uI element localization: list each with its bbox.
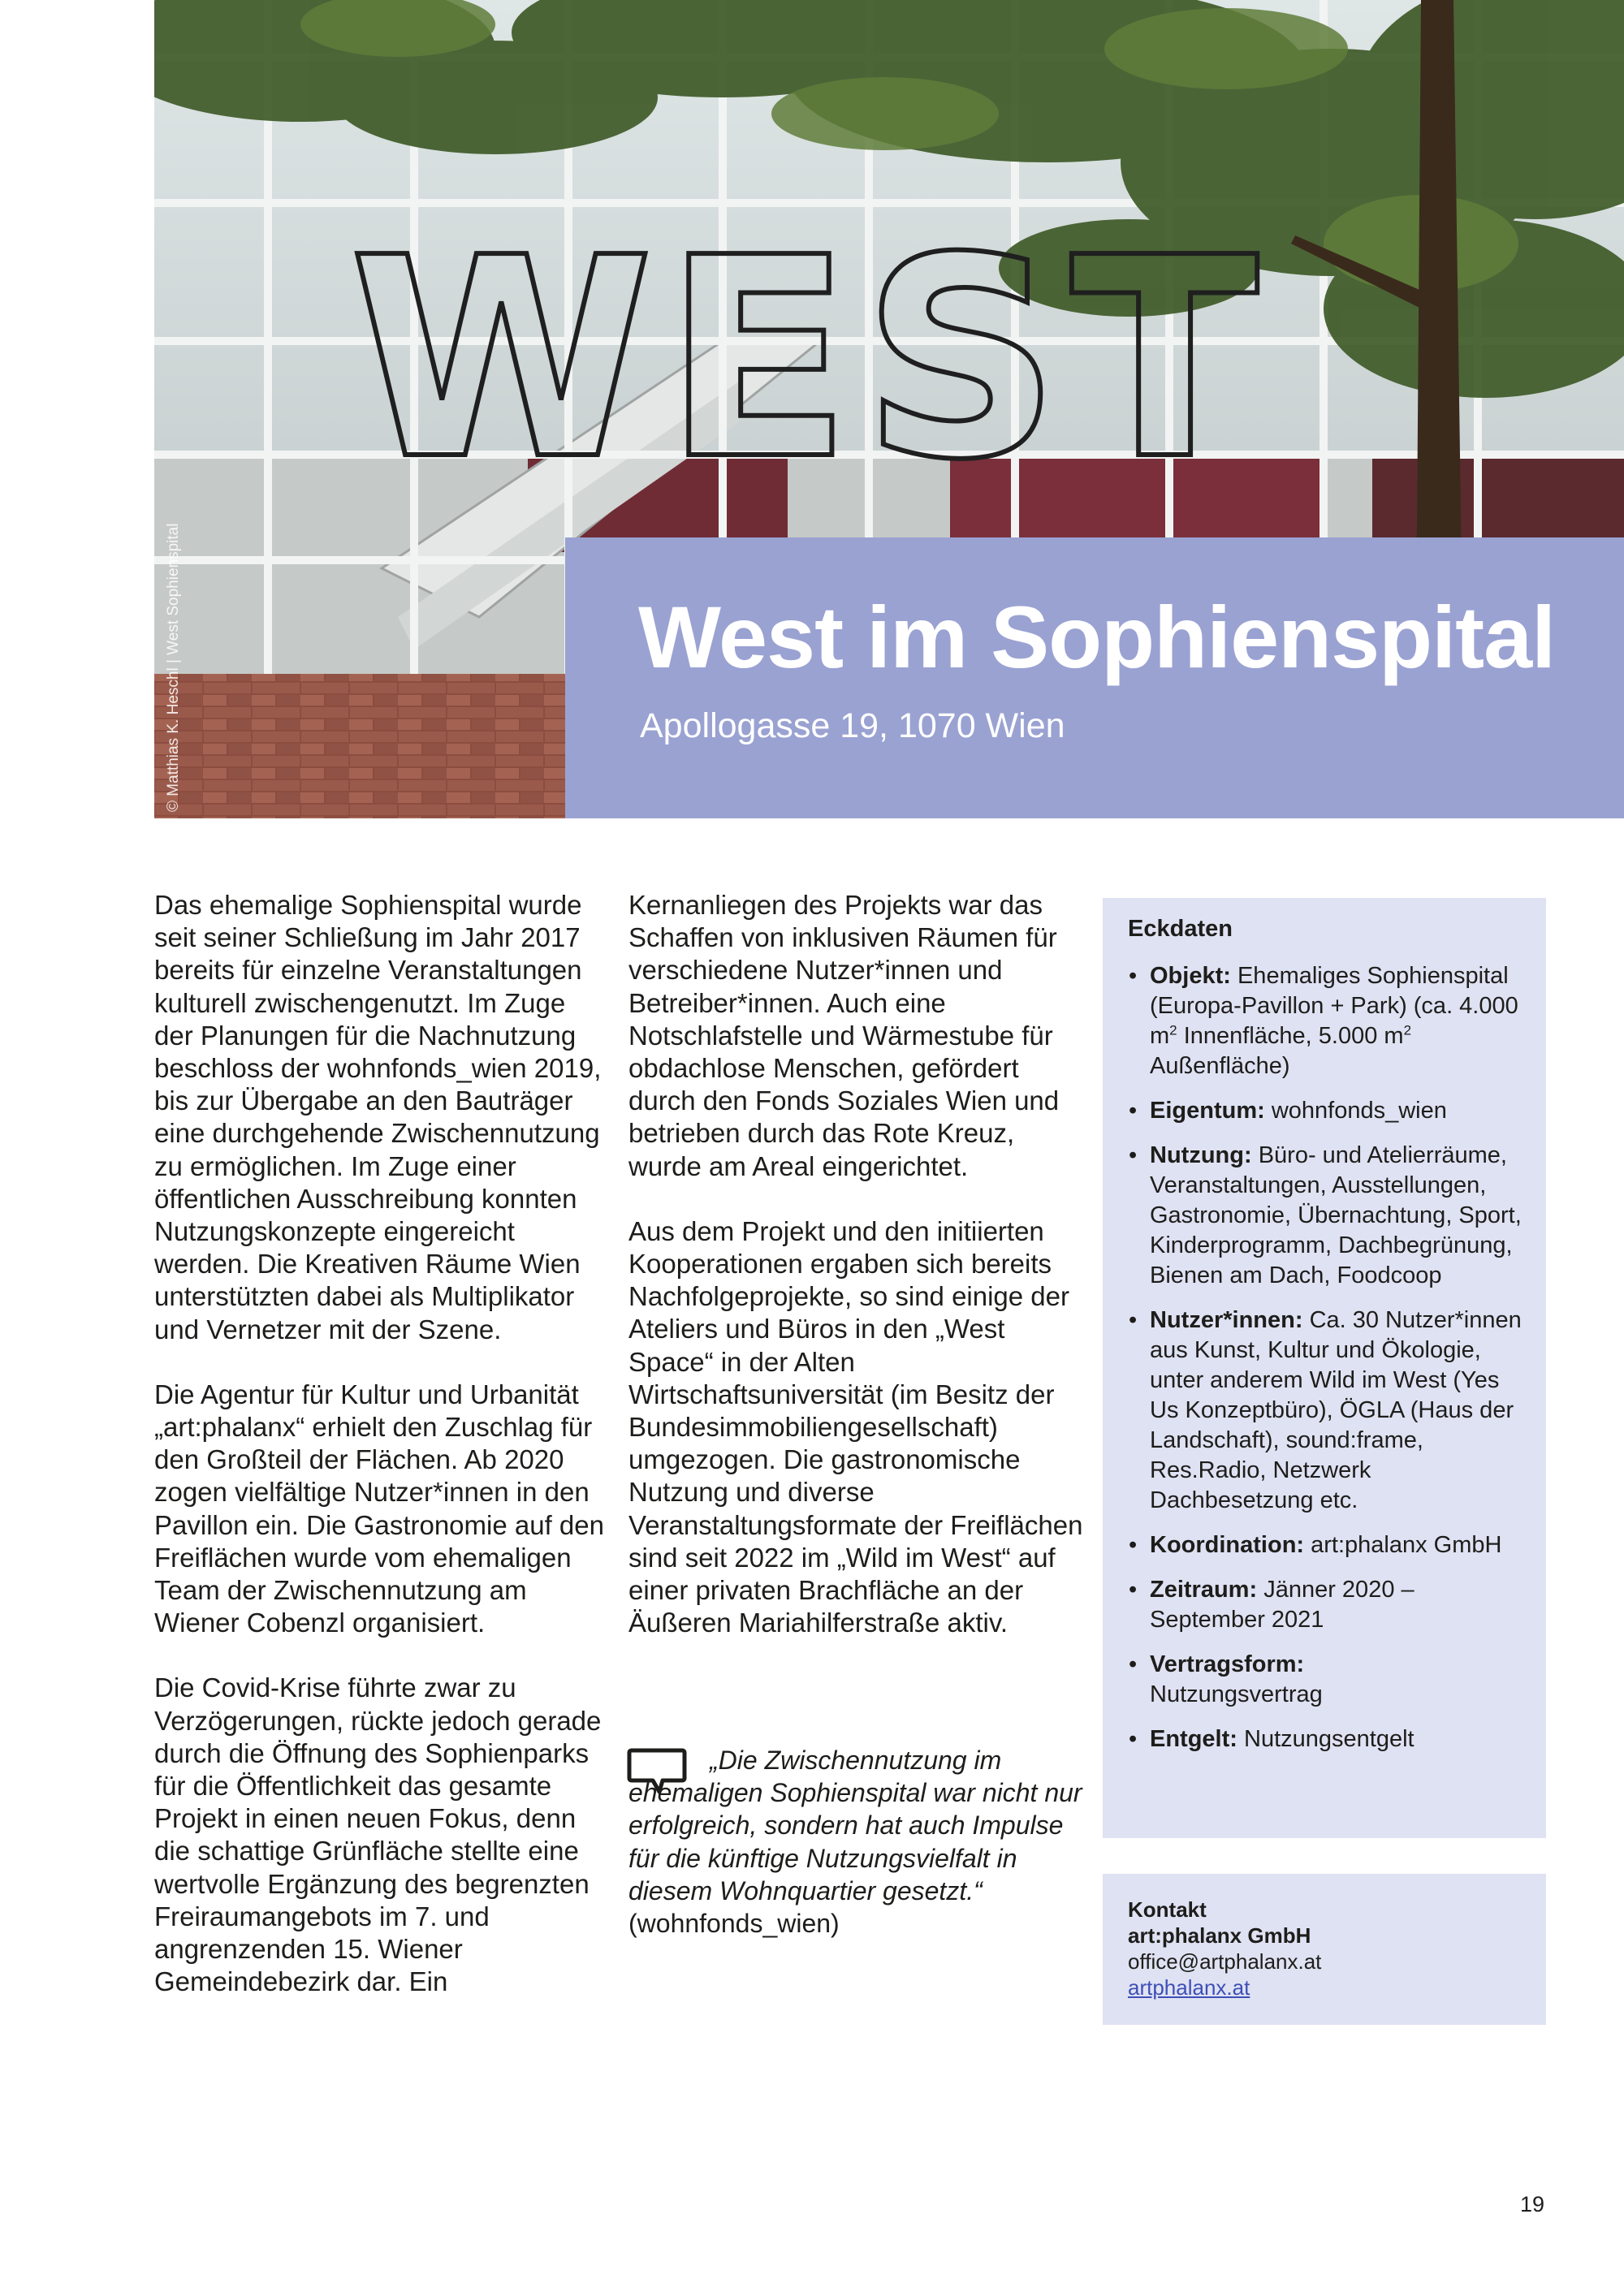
eckdaten-heading: Eckdaten xyxy=(1128,916,1233,942)
list-item xyxy=(1127,1096,1533,1126)
item-label: Vertragsform: xyxy=(1150,1651,1305,1677)
quote-source: (wohnfonds_wien) xyxy=(628,1909,840,1939)
kontakt-company: art:phalanx GmbH xyxy=(1128,1923,1311,1948)
item-label: Nutzer*innen: xyxy=(1150,1307,1303,1333)
paragraph: Die Covid-Krise führte zwar zu Verzögerungen, rückte jedoch gerade durch die Öffnung des Sophienparks für die Öffentlichkeit das gesamte Projekt in einen neuen Fokus, denn die schattige Grünfläche stellte eine wertvolle Ergänzung des begrenzten Freiraumangebots im 7. und angrenzenden 15. Wiener Gemeindebezirk dar. Ein xyxy=(154,1672,602,1997)
item-value: Jänner 2020 – September 2021 xyxy=(1150,1577,1415,1633)
paragraph: Die Agentur für Kultur und Urbanität „art:phalanx“ erhielt den Zuschlag für den Großteil der Flächen. Ab 2020 zogen vielfältige Nutzer*innen in den Pavillon ein. Die Gastronomie auf den Freiflächen wurde vom ehemaligen Team der Zwischennutzung am Wiener Cobenzl organisiert. xyxy=(154,1379,604,1638)
item-value: wohnfonds_wien xyxy=(1271,1098,1447,1124)
superscript: 2 xyxy=(1169,1022,1177,1038)
paragraph: Kernanliegen des Projekts war das Schaffen von inklusiven Räumen für verschiedene Nutzer*innen und Betreiber*innen. Auch eine Notschlafstelle und Wärmestube für obdachlose Menschen, gefördert durch den Fonds Soziales Wien und betrieben durch das Rote Kreuz, wurde am Areal eingerichtet. xyxy=(628,890,1060,1181)
item-value: Außenfläche) xyxy=(1150,1053,1290,1079)
kontakt-box xyxy=(1103,1874,1546,2025)
item-label: Objekt: xyxy=(1150,963,1231,989)
address: Apollogasse 19, 1070 Wien xyxy=(640,706,1065,745)
item-label: Zeitraum: xyxy=(1150,1577,1258,1603)
eckdaten-box xyxy=(1103,898,1546,1838)
quote-text: „Die Zwischennutzung im ehemaligen Sophienspital war nicht nur erfolgreich, sondern hat auch Impulse für die künftige Nutzungsvielfalt in diesem Wohnquartier gesetzt.“ xyxy=(628,1746,1082,1905)
item-label: Koordination: xyxy=(1150,1532,1305,1558)
item-value: Nutzungsentgelt xyxy=(1244,1726,1415,1752)
kontakt-heading: Kontakt xyxy=(1128,1897,1207,1922)
list-item xyxy=(1127,1724,1533,1754)
page-number: 19 xyxy=(1520,2192,1545,2216)
west-lettering: WEST xyxy=(349,199,1269,520)
paragraph: Aus dem Projekt und den initiierten Kooperationen ergaben sich bereits Nachfolgeprojekte, so sind einige der Ateliers und Büros in den „West Space“ in der Alten Wirtschaftsuniversität (im Besitz der Bundesimmobiliengesellschaft) umgezogen. Die gastronomische Nutzung und diverse Veranstaltungsformate der Freiflächen sind seit 2022 im „Wild im West“ auf einer privaten Brachfläche an der Äußeren Mariahilferstraße aktiv. xyxy=(628,1215,1083,1638)
item-value: Innenfläche, 5.000 m xyxy=(1177,1023,1404,1049)
item-value: Nutzungsvertrag xyxy=(1150,1681,1323,1707)
paragraph: Das ehemalige Sophienspital wurde seit seiner Schließung im Jahr 2017 bereits für einzelne Veranstaltungen kulturell zwischengenutzt. Im Zuge der Planungen für die Nachnutzung beschloss der wohnfonds_wien 2019, bis zur Übergabe an den Bauträger eine durchgehende Zwischennutzung zu ermöglichen. Im Zuge einer öffentlichen Ausschreibung konnten Nutzungskonzepte eingereicht werden. Die Kreativen Räume Wien unterstützten dabei als Multiplikator und Vernetzer mit der Szene. xyxy=(154,890,602,1344)
item-label: Eigentum: xyxy=(1150,1098,1265,1124)
list-item xyxy=(1127,1306,1533,1516)
item-value: Ehemaliges Sophienspital (Europa-Pavillon + Park) (ca. 4.000 m xyxy=(1150,963,1518,1049)
item-label: Nutzung: xyxy=(1150,1142,1252,1168)
eckdaten-list xyxy=(1127,961,1533,1769)
item-value: Büro- und Atelierräume, Veranstaltungen, Ausstellungen, Gastronomie, Übernachtung, Sport, Kinderprogramm, Dachbegrünung, Bienen am Dach, Foodcoop xyxy=(1150,1142,1522,1288)
page-title: West im Sophienspital xyxy=(638,588,1556,686)
text-column-1 xyxy=(154,889,609,2031)
list-item xyxy=(1127,1575,1533,1635)
kontakt-email[interactable]: office@artphalanx.at xyxy=(1128,1949,1322,1974)
item-value: art:phalanx GmbH xyxy=(1311,1532,1502,1558)
superscript: 2 xyxy=(1403,1022,1412,1038)
item-label: Entgelt: xyxy=(1150,1726,1237,1752)
title-panel xyxy=(565,537,1624,818)
list-item-objekt xyxy=(1127,961,1533,1081)
kontakt-website-link[interactable]: artphalanx.at xyxy=(1128,1975,1250,2000)
text-column-2 xyxy=(628,889,1083,1672)
item-value: Ca. 30 Nutzer*innen aus Kunst, Kultur und Ökologie, unter anderem Wild im West (Yes Us Konzeptbüro), ÖGLA (Haus der Landschaft), sound:frame, Res.Radio, Netzwerk Dachbesetzung etc. xyxy=(1150,1307,1522,1513)
list-item xyxy=(1127,1530,1533,1560)
list-item xyxy=(1127,1650,1533,1710)
list-item xyxy=(1127,1141,1533,1291)
quote-block xyxy=(628,1744,1099,1940)
photo-credit: © Matthias K. Heschl | West Sophienspital xyxy=(165,523,182,812)
